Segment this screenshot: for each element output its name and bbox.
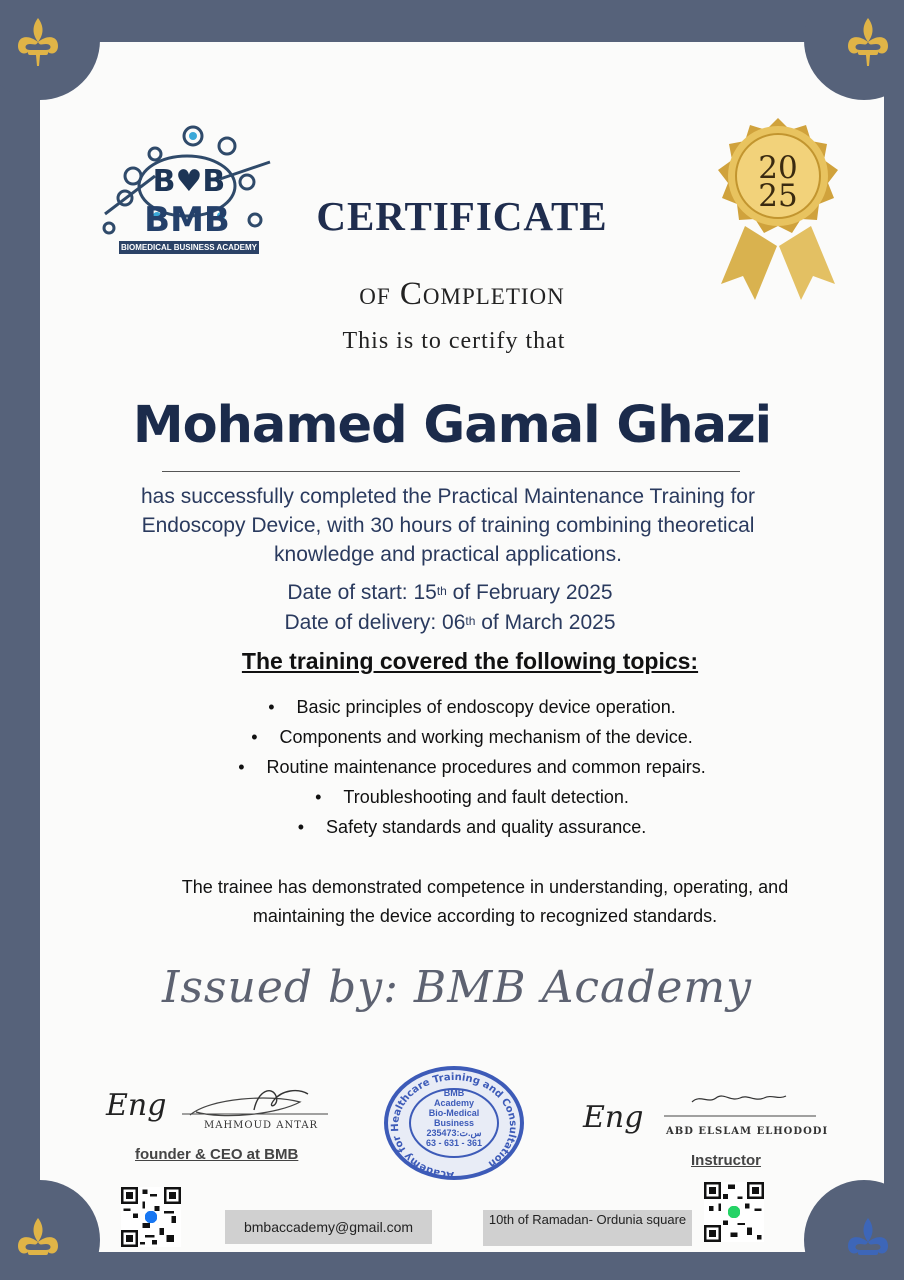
left-eng-prefix: Eng <box>106 1088 167 1123</box>
whatsapp-icon <box>728 1206 740 1218</box>
right-signatory-role: Instructor <box>691 1152 762 1169</box>
address-pill: 10th of Ramadan- Ordunia square <box>483 1210 692 1246</box>
stamp-line: 63 - 631 - 361 <box>425 1138 483 1148</box>
official-stamp <box>382 1064 527 1182</box>
fleur-de-lis-icon <box>8 1212 68 1272</box>
left-signatory-name: MAHMOUD ANTAR <box>204 1120 319 1131</box>
right-eng-prefix: Eng <box>583 1100 644 1135</box>
certificate-subtitle: of Completion <box>359 276 565 312</box>
medal-year-top: 20 <box>758 150 798 186</box>
certificate-title: CERTIFICATE <box>316 193 608 239</box>
right-signatory-name: ABD ELSLAM ELHODODI <box>666 1126 829 1137</box>
topic-item: • Components and working mechanism of the device. <box>0 722 904 752</box>
certify-text: This is to certify that <box>342 328 566 354</box>
stamp-line: Bio-Medical <box>428 1108 480 1118</box>
topic-item: • Safety standards and quality assurance. <box>0 812 904 842</box>
topics-list <box>0 692 904 842</box>
topic-item: • Routine maintenance procedures and common repairs. <box>0 752 904 782</box>
delivery-date: Date of delivery: 06th of March 2025 <box>284 611 616 634</box>
stamp-ring-text: Academy for Healthcare Training and Consultation <box>389 1071 519 1181</box>
issued-by: Issued by: BMB Academy <box>161 962 753 1013</box>
topics-heading: The training covered the following topics: <box>241 648 699 674</box>
fleur-de-lis-icon <box>838 12 898 72</box>
logo-monogram: B♥B <box>152 164 226 199</box>
facebook-icon <box>145 1211 157 1223</box>
logo-tagline: BIOMEDICAL BUSINESS ACADEMY <box>120 243 257 252</box>
email-pill[interactable]: bmbaccademy@gmail.com <box>225 1210 432 1244</box>
start-date: Date of start: 15th of February 2025 <box>287 581 613 604</box>
recipient-name: Mohamed Gamal Ghazi <box>132 396 772 455</box>
stamp-line: 235473:س.ت <box>426 1128 482 1138</box>
medal-year-bottom: 25 <box>758 178 798 214</box>
training-dates <box>0 578 900 638</box>
fleur-de-lis-icon <box>838 1212 898 1272</box>
left-signatory-role: founder & CEO at BMB <box>135 1146 299 1163</box>
qr-code-icon[interactable] <box>704 1182 764 1242</box>
qr-code-icon[interactable] <box>121 1187 181 1247</box>
topic-item: • Troubleshooting and fault detection. <box>0 782 904 812</box>
stamp-line: BMB <box>443 1088 465 1098</box>
stamp-line: Academy <box>433 1098 475 1108</box>
name-divider <box>162 471 740 472</box>
stamp-line: Business <box>433 1118 475 1128</box>
completion-text: has successfully completed the Practical Maintenance Training for Endoscopy Device, with 30 hours of training combining theoretical knowledge and practical applications. <box>141 485 755 566</box>
competence-statement: The trainee has demonstrated competence in understanding, operating, and maintaining the device according to recognized standards. <box>181 877 789 926</box>
right-signature <box>660 1090 820 1120</box>
fleur-de-lis-icon <box>8 12 68 72</box>
logo-wordmark: BMB <box>144 200 230 240</box>
topic-item: • Basic principles of endoscopy device operation. <box>0 692 904 722</box>
